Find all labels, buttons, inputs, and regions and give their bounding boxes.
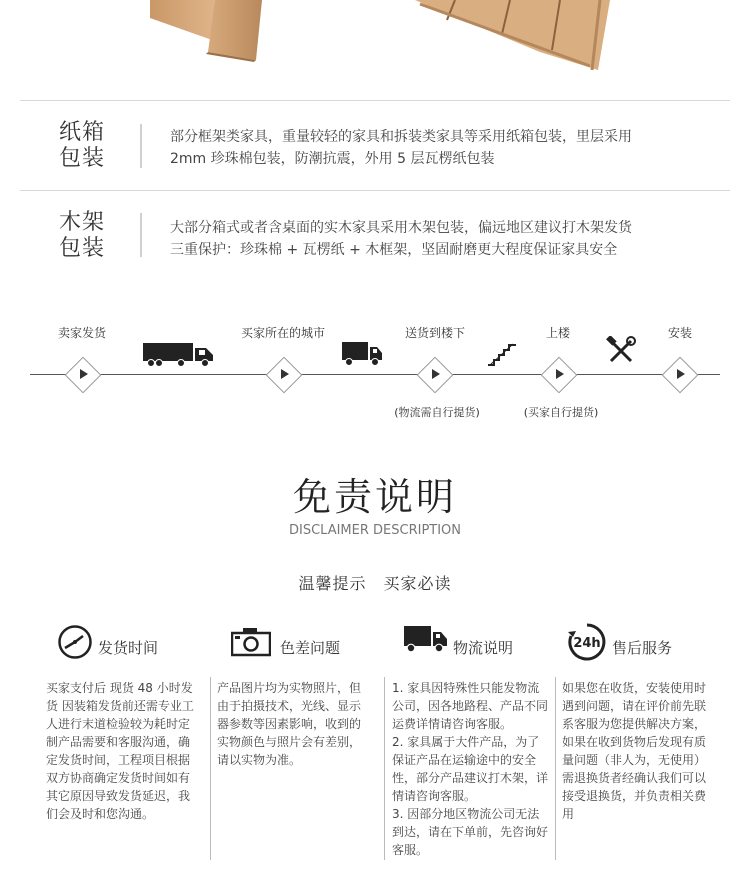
- play-icon: [556, 369, 564, 379]
- step-buyer-city: 买家所在的城市: [240, 326, 326, 340]
- column-divider: [555, 677, 556, 860]
- disclaimer-title: 免责说明: [292, 475, 457, 519]
- column-divider: [210, 677, 211, 860]
- step-install: 安装: [667, 326, 693, 340]
- column-title-shipping-time: 发货时间: [98, 639, 159, 657]
- divider: [20, 100, 730, 101]
- tips-heading: 温馨提示 买家必读: [298, 574, 452, 593]
- color-difference-body: [217, 679, 372, 769]
- carton-packaging-line-2: 2mm 珍珠棉包装，防潮抗震，外用 5 层瓦楞纸包装: [170, 151, 495, 167]
- play-icon: [80, 369, 88, 379]
- column-title-after-sales: 售后服务: [612, 639, 673, 657]
- shipping-time-paragraph: 买家支付后 现货 48 小时发货 因装箱发货前还需专业工人进行末道检验较为耗时定制产品需要和客服沟通，确定发货时间，工程项目根据双方协商确定发货时间如有其它原因导致发货延迟，我们会及时和您沟通。: [46, 681, 194, 821]
- step-downstairs: 送货到楼下: [404, 326, 466, 340]
- logistics-paragraph-1: 1. 家具因特殊性只能发物流公司，因各地路程、产品不同运费详情请咨询客服。: [392, 681, 549, 731]
- delivery-truck-icon: [404, 626, 448, 654]
- van-icon: [342, 340, 384, 368]
- column-divider: [384, 677, 385, 860]
- stairs-icon: [486, 341, 518, 367]
- step-note-buyer: (买家自行提货): [523, 406, 599, 419]
- product-photo: [0, 0, 750, 80]
- truck-icon: [143, 340, 215, 368]
- column-title-color-difference: 色差问题: [280, 639, 341, 657]
- camera-icon: [231, 627, 271, 657]
- disclaimer-subtitle: DISCLAIMER DESCRIPTION: [288, 523, 462, 538]
- separator-bar: [140, 124, 142, 168]
- logistics-body: [392, 679, 548, 859]
- clock-icon: [57, 624, 93, 660]
- step-note-logistics: (物流需自行提货): [394, 406, 480, 419]
- shipping-time-body: [46, 679, 200, 823]
- wood-frame-packaging-line-1: 大部分箱式或者含桌面的实木家具采用木架包装，偏远地区建议打木架发货: [170, 220, 632, 236]
- after-sales-paragraph: 如果您在收货，安装使用时遇到问题，请在评价前先联系客服为您提供解决方案，如果在收到货物后发现有质量问题（非人为，无使用）需退换货者经确认我们可以接受退换货，并负责相关费用: [562, 681, 707, 821]
- play-icon: [677, 369, 685, 379]
- 24h-badge-text: 24h: [573, 636, 601, 651]
- play-icon: [281, 369, 289, 379]
- separator-bar: [140, 213, 142, 257]
- divider: [20, 190, 730, 191]
- logistics-paragraph-3: 3. 因部分地区物流公司无法到达，请在下单前，先咨询好客服。: [392, 807, 549, 857]
- tools-icon: [606, 336, 636, 366]
- logistics-paragraph-2: 2. 家具属于大件产品，为了保证产品在运输途中的安全性，部分产品建议打木架，详情请咨询客服。: [392, 735, 549, 803]
- step-upstairs: 上楼: [545, 326, 571, 340]
- cardboard-boxes-image: [0, 0, 750, 80]
- carton-packaging-title: 纸箱 包装: [58, 120, 105, 171]
- 24h-service-icon: [567, 622, 607, 662]
- timeline-line: [30, 374, 720, 375]
- play-icon: [432, 369, 440, 379]
- carton-packaging-line-1: 部分框架类家具，重量较轻的家具和拆装类家具等采用纸箱包装，里层采用: [170, 129, 632, 145]
- wood-frame-packaging-line-2: 三重保护：珍珠棉 + 瓦楞纸 + 木框架，坚固耐磨更大程度保证家具安全: [170, 242, 618, 258]
- wood-frame-packaging-title: 木架 包装: [58, 210, 105, 261]
- color-difference-paragraph: 产品图片均为实物照片，但由于拍摄技术，光线、显示器参数等因素影响，收到的实物颜色与照片会有差别，请以实物为准。: [217, 681, 362, 767]
- after-sales-body: [562, 679, 712, 823]
- column-title-logistics: 物流说明: [453, 639, 514, 657]
- step-seller-ship: 卖家发货: [57, 326, 107, 340]
